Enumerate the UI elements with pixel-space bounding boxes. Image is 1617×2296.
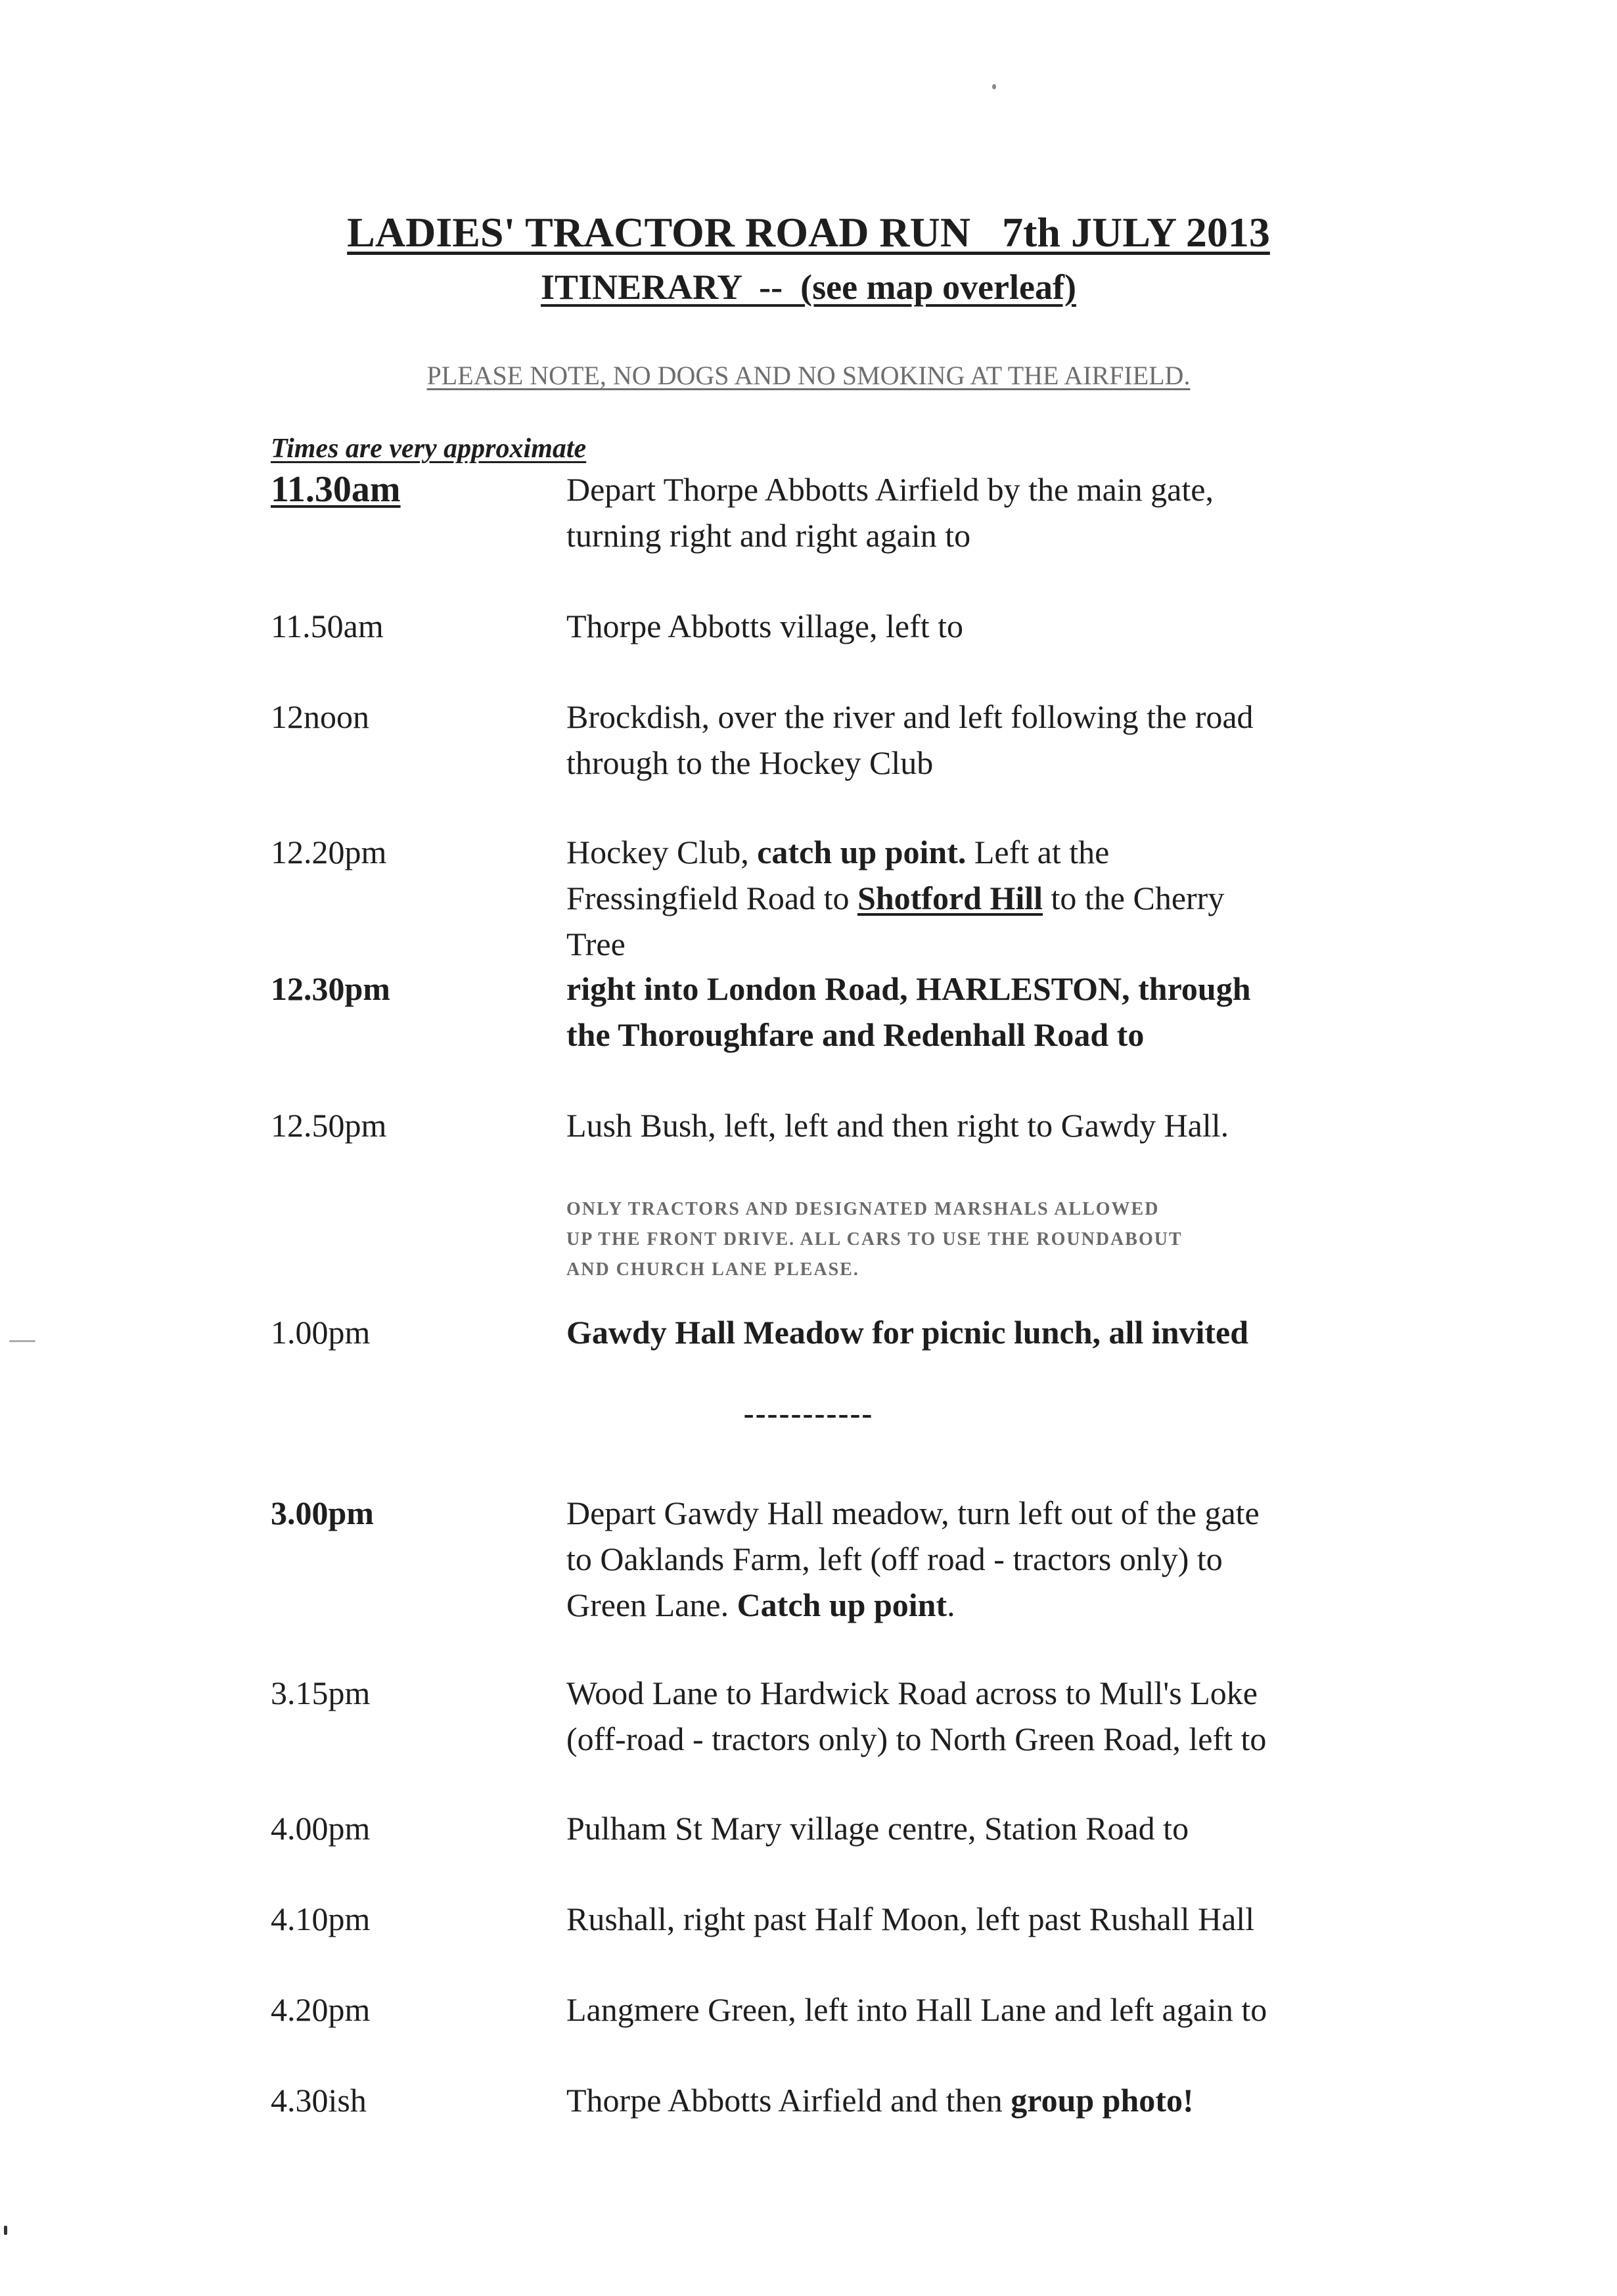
itinerary-description	[566, 466, 1617, 558]
text-run: Fressingfield Road to	[566, 880, 858, 916]
itinerary-time: 12.30pm	[271, 970, 390, 1007]
description-line: the Thoroughfare and Redenhall Road to	[566, 1016, 1145, 1053]
itinerary-description	[566, 694, 1617, 786]
scan-speck	[992, 84, 996, 89]
document-title-text: LADIES' TRACTOR ROAD RUN 7th JULY 2013	[347, 209, 1270, 256]
itinerary-time: 12.20pm	[271, 834, 387, 870]
description-line: right into London Road, HARLESTON, through	[566, 970, 1251, 1007]
itinerary-time: 4.10pm	[271, 1901, 371, 1937]
document-subtitle	[0, 269, 1617, 305]
itinerary-time: 1.00pm	[271, 1314, 371, 1351]
itinerary-description	[566, 1987, 1617, 2033]
document-title	[0, 209, 1617, 256]
description-line: Wood Lane to Hardwick Road across to Mull's Loke	[566, 1675, 1258, 1711]
description-line: Thorpe Abbotts village, left to	[566, 608, 964, 644]
itinerary-description	[566, 1490, 1617, 1628]
description-line	[566, 2077, 1617, 2123]
itinerary-time: 4.30ish	[271, 2082, 367, 2119]
description-line: Pulham St Mary village centre, Station Road to	[566, 1810, 1189, 1847]
description-line: (off-road - tractors only) to North Green Road, left to	[566, 1721, 1267, 1757]
text-run: Green Lane.	[566, 1587, 737, 1623]
itinerary-description	[566, 603, 1617, 649]
description-line	[566, 1582, 1617, 1628]
description-line: Langmere Green, left into Hall Lane and left again to	[566, 1991, 1267, 2028]
note-line: AND CHURCH LANE PLEASE.	[566, 1259, 859, 1280]
section-divider: -----------	[743, 1396, 874, 1431]
scan-speck	[4, 2226, 7, 2235]
airfield-notice-text: PLEASE NOTE, NO DOGS AND NO SMOKING AT THE AIRFIELD.	[426, 361, 1191, 390]
note-line: ONLY TRACTORS AND DESIGNATED MARSHALS ALLOWED	[566, 1199, 1160, 1219]
airfield-notice	[0, 363, 1617, 389]
itinerary-time: 12noon	[271, 698, 369, 735]
description-line: turning right and right again to	[566, 517, 971, 554]
itinerary-time: 12.50pm	[271, 1107, 387, 1144]
note-line: UP THE FRONT DRIVE. ALL CARS TO USE THE ROUNDABOUT	[566, 1229, 1183, 1249]
text-run: Thorpe Abbotts Airfield and then	[566, 2082, 1011, 2119]
itinerary-description	[566, 1670, 1617, 1762]
catch-up-point-label: catch up point.	[757, 834, 967, 870]
itinerary-description	[566, 2077, 1617, 2123]
description-line: through to the Hockey Club	[566, 744, 934, 781]
itinerary-time: 11.30am	[271, 469, 401, 510]
description-line: Gawdy Hall Meadow for picnic lunch, all invited	[566, 1314, 1249, 1351]
catch-up-point-label: Catch up point	[737, 1587, 947, 1623]
itinerary-description	[566, 1102, 1617, 1148]
description-line	[566, 829, 1617, 875]
itinerary-time: 4.00pm	[271, 1810, 371, 1847]
description-line: Rushall, right past Half Moon, left past Rushall Hall	[566, 1901, 1255, 1937]
itinerary-description	[566, 1896, 1617, 1942]
description-line: Tree	[566, 926, 626, 962]
description-line: Brockdish, over the river and left following the road	[566, 698, 1254, 735]
shotford-hill-label: Shotford Hill	[857, 880, 1043, 916]
itinerary-description	[566, 829, 1617, 967]
description-line: Lush Bush, left, left and then right to Gawdy Hall.	[566, 1107, 1229, 1144]
text-run: to the Cherry	[1043, 880, 1225, 916]
description-line: Depart Gawdy Hall meadow, turn left out of the gate	[566, 1495, 1260, 1531]
text-run: .	[947, 1587, 955, 1623]
text-run: Hockey Club,	[566, 834, 758, 870]
times-approximate-note: Times are very approximate	[271, 434, 587, 464]
itinerary-time: 4.20pm	[271, 1991, 371, 2028]
text-run: Left at the	[966, 834, 1110, 870]
document-subtitle-text: ITINERARY -- (see map overleaf)	[541, 267, 1076, 307]
itinerary-description	[566, 966, 1617, 1058]
itinerary-time: 11.50am	[271, 608, 384, 644]
itinerary-time: 3.00pm	[271, 1495, 374, 1531]
scan-speck	[9, 1340, 35, 1342]
itinerary-description	[566, 1805, 1617, 1851]
group-photo-label: group photo!	[1011, 2082, 1194, 2119]
description-line	[566, 875, 1617, 921]
description-line: Depart Thorpe Abbotts Airfield by the main gate,	[566, 471, 1214, 508]
description-line: to Oaklands Farm, left (off road - tractors only) to	[566, 1541, 1223, 1577]
itinerary-description	[566, 1309, 1617, 1355]
itinerary-time: 3.15pm	[271, 1675, 371, 1711]
gawdy-hall-drive-note	[566, 1194, 1183, 1285]
